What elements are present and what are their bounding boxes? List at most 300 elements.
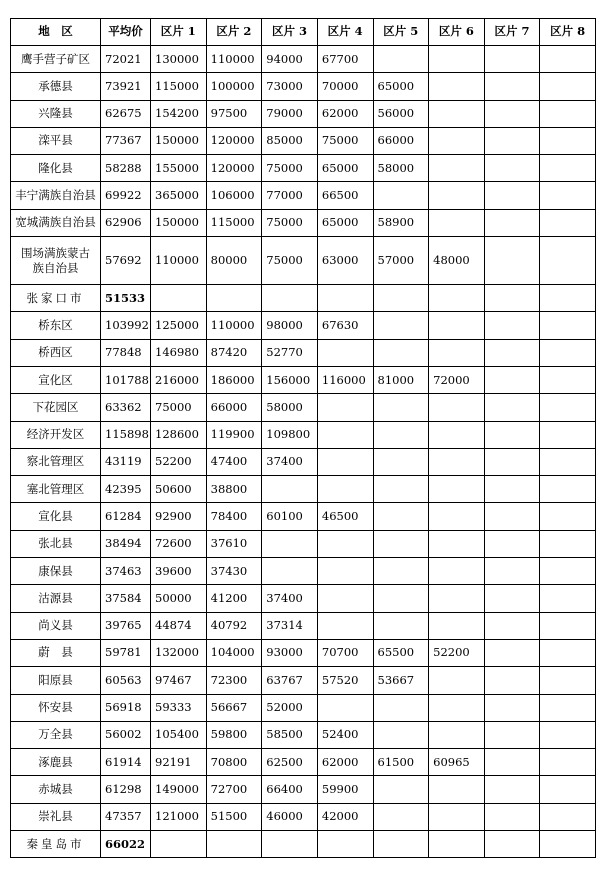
- zone-3-cell: 60100: [262, 503, 318, 530]
- region-cell: 怀安县: [11, 694, 101, 721]
- zone-2-cell: 37610: [206, 530, 262, 557]
- zone-7-cell: [484, 749, 540, 776]
- zone-3-cell: 37400: [262, 585, 318, 612]
- zone-5-cell: [373, 421, 429, 448]
- zone-2-cell: 38800: [206, 476, 262, 503]
- table-row: [11, 127, 596, 154]
- table-row: [11, 476, 596, 503]
- average-price-cell: 56002: [101, 721, 151, 748]
- zone-5-cell: 58900: [373, 209, 429, 236]
- zone-1-cell: 365000: [151, 182, 207, 209]
- region-cell: 康保县: [11, 558, 101, 585]
- zone-6-cell: 72000: [429, 366, 485, 393]
- zone-2-cell: 72300: [206, 667, 262, 694]
- zone-7-cell: [484, 694, 540, 721]
- zone-8-cell: [540, 237, 596, 285]
- zone-4-cell: [317, 694, 373, 721]
- zone-6-cell: [429, 127, 485, 154]
- zone-7-cell: [484, 448, 540, 475]
- zone-7-cell: [484, 100, 540, 127]
- region-cell: 尚义县: [11, 612, 101, 639]
- zone-8-cell: [540, 585, 596, 612]
- zone-3-cell: [262, 476, 318, 503]
- zone-1-cell: 92900: [151, 503, 207, 530]
- average-price-cell: 66022: [101, 831, 151, 858]
- region-cell: 崇礼县: [11, 803, 101, 830]
- zone-8-cell: [540, 366, 596, 393]
- header-average-price: 平均价: [101, 19, 151, 46]
- table-row: [11, 100, 596, 127]
- zone-6-cell: [429, 694, 485, 721]
- zone-2-cell: 41200: [206, 585, 262, 612]
- zone-6-cell: [429, 182, 485, 209]
- zone-7-cell: [484, 721, 540, 748]
- zone-8-cell: [540, 612, 596, 639]
- zone-4-cell: 59900: [317, 776, 373, 803]
- zone-1-cell: 75000: [151, 394, 207, 421]
- zone-3-cell: 94000: [262, 46, 318, 73]
- region-cell: 张北县: [11, 530, 101, 557]
- zone-3-cell: 75000: [262, 237, 318, 285]
- zone-1-cell: 44874: [151, 612, 207, 639]
- header-row: [11, 19, 596, 46]
- zone-3-cell: 93000: [262, 639, 318, 666]
- zone-8-cell: [540, 421, 596, 448]
- zone-3-cell: 156000: [262, 366, 318, 393]
- zone-4-cell: [317, 394, 373, 421]
- zone-7-cell: [484, 421, 540, 448]
- zone-7-cell: [484, 73, 540, 100]
- zone-5-cell: 53667: [373, 667, 429, 694]
- zone-7-cell: [484, 285, 540, 312]
- table-row: [11, 448, 596, 475]
- zone-3-cell: 77000: [262, 182, 318, 209]
- zone-5-cell: [373, 585, 429, 612]
- zone-2-cell: 186000: [206, 366, 262, 393]
- region-cell: 下花园区: [11, 394, 101, 421]
- zone-7-cell: [484, 503, 540, 530]
- zone-4-cell: 63000: [317, 237, 373, 285]
- table-row: [11, 558, 596, 585]
- zone-4-cell: 66500: [317, 182, 373, 209]
- zone-5-cell: [373, 182, 429, 209]
- zone-5-cell: [373, 285, 429, 312]
- zone-2-cell: 37430: [206, 558, 262, 585]
- zone-3-cell: 52770: [262, 339, 318, 366]
- average-price-cell: 72021: [101, 46, 151, 73]
- zone-4-cell: [317, 421, 373, 448]
- zone-2-cell: 104000: [206, 639, 262, 666]
- zone-5-cell: 57000: [373, 237, 429, 285]
- average-price-cell: 59781: [101, 639, 151, 666]
- zone-1-cell: 130000: [151, 46, 207, 73]
- zone-1-cell: 110000: [151, 237, 207, 285]
- zone-7-cell: [484, 312, 540, 339]
- zone-3-cell: 98000: [262, 312, 318, 339]
- table-row: [11, 209, 596, 236]
- zone-1-cell: 216000: [151, 366, 207, 393]
- zone-1-cell: 59333: [151, 694, 207, 721]
- zone-6-cell: 60965: [429, 749, 485, 776]
- zone-6-cell: [429, 721, 485, 748]
- average-price-cell: 47357: [101, 803, 151, 830]
- table-row: [11, 776, 596, 803]
- zone-4-cell: [317, 612, 373, 639]
- zone-1-cell: 52200: [151, 448, 207, 475]
- zone-4-cell: 75000: [317, 127, 373, 154]
- zone-7-cell: [484, 667, 540, 694]
- region-cell: 经济开发区: [11, 421, 101, 448]
- zone-1-cell: 149000: [151, 776, 207, 803]
- zone-5-cell: [373, 831, 429, 858]
- zone-4-cell: 65000: [317, 209, 373, 236]
- zone-2-cell: 87420: [206, 339, 262, 366]
- average-price-cell: 62675: [101, 100, 151, 127]
- zone-8-cell: [540, 694, 596, 721]
- table-row: [11, 503, 596, 530]
- zone-2-cell: 110000: [206, 312, 262, 339]
- average-price-cell: 60563: [101, 667, 151, 694]
- zone-8-cell: [540, 721, 596, 748]
- average-price-cell: 77848: [101, 339, 151, 366]
- zone-4-cell: [317, 831, 373, 858]
- zone-2-cell: 97500: [206, 100, 262, 127]
- zone-1-cell: 150000: [151, 209, 207, 236]
- zone-3-cell: [262, 285, 318, 312]
- zone-6-cell: [429, 803, 485, 830]
- zone-2-cell: 119900: [206, 421, 262, 448]
- zone-3-cell: 46000: [262, 803, 318, 830]
- table-row: [11, 394, 596, 421]
- zone-7-cell: [484, 530, 540, 557]
- zone-3-cell: 66400: [262, 776, 318, 803]
- table-row: [11, 155, 596, 182]
- zone-1-cell: 115000: [151, 73, 207, 100]
- region-cell: 丰宁满族自治县: [11, 182, 101, 209]
- zone-2-cell: 120000: [206, 155, 262, 182]
- city-row: [11, 831, 596, 858]
- zone-6-cell: [429, 448, 485, 475]
- zone-8-cell: [540, 503, 596, 530]
- zone-5-cell: [373, 503, 429, 530]
- average-price-cell: 58288: [101, 155, 151, 182]
- header-zone-5: 区片 5: [373, 19, 429, 46]
- zone-7-cell: [484, 612, 540, 639]
- zone-1-cell: [151, 285, 207, 312]
- region-cell: 察北管理区: [11, 448, 101, 475]
- zone-2-cell: 56667: [206, 694, 262, 721]
- zone-3-cell: 109800: [262, 421, 318, 448]
- zone-5-cell: [373, 803, 429, 830]
- zone-3-cell: 85000: [262, 127, 318, 154]
- table-row: [11, 182, 596, 209]
- zone-1-cell: 154200: [151, 100, 207, 127]
- table-row: [11, 639, 596, 666]
- average-price-cell: 63362: [101, 394, 151, 421]
- zone-1-cell: 150000: [151, 127, 207, 154]
- average-price-cell: 73921: [101, 73, 151, 100]
- zone-2-cell: 72700: [206, 776, 262, 803]
- region-cell: 张家口市: [11, 285, 101, 312]
- average-price-cell: 61914: [101, 749, 151, 776]
- zone-8-cell: [540, 339, 596, 366]
- zone-8-cell: [540, 558, 596, 585]
- average-price-cell: 61298: [101, 776, 151, 803]
- zone-3-cell: 37400: [262, 448, 318, 475]
- zone-5-cell: 81000: [373, 366, 429, 393]
- zone-8-cell: [540, 803, 596, 830]
- region-cell: 鹰手营子矿区: [11, 46, 101, 73]
- table-row: [11, 73, 596, 100]
- zone-6-cell: [429, 394, 485, 421]
- zone-4-cell: [317, 448, 373, 475]
- zone-7-cell: [484, 339, 540, 366]
- zone-6-cell: [429, 558, 485, 585]
- table-row: [11, 237, 596, 285]
- zone-7-cell: [484, 558, 540, 585]
- zone-5-cell: [373, 612, 429, 639]
- average-price-cell: 115898: [101, 421, 151, 448]
- table-row: [11, 421, 596, 448]
- region-cell: 蔚 县: [11, 639, 101, 666]
- average-price-cell: 42395: [101, 476, 151, 503]
- zone-4-cell: 67700: [317, 46, 373, 73]
- zone-1-cell: 121000: [151, 803, 207, 830]
- table-row: [11, 530, 596, 557]
- zone-4-cell: [317, 339, 373, 366]
- zone-6-cell: [429, 100, 485, 127]
- land-price-table: [10, 18, 596, 858]
- zone-8-cell: [540, 530, 596, 557]
- zone-6-cell: [429, 667, 485, 694]
- average-price-cell: 77367: [101, 127, 151, 154]
- zone-4-cell: 67630: [317, 312, 373, 339]
- average-price-cell: 56918: [101, 694, 151, 721]
- zone-7-cell: [484, 639, 540, 666]
- zone-3-cell: 75000: [262, 155, 318, 182]
- zone-4-cell: 65000: [317, 155, 373, 182]
- zone-3-cell: 62500: [262, 749, 318, 776]
- zone-3-cell: [262, 831, 318, 858]
- table-row: [11, 721, 596, 748]
- average-price-cell: 61284: [101, 503, 151, 530]
- zone-7-cell: [484, 803, 540, 830]
- zone-5-cell: [373, 312, 429, 339]
- zone-5-cell: [373, 476, 429, 503]
- zone-7-cell: [484, 394, 540, 421]
- zone-6-cell: [429, 585, 485, 612]
- zone-8-cell: [540, 209, 596, 236]
- price-table-container: [10, 18, 595, 858]
- region-cell: 宽城满族自治县: [11, 209, 101, 236]
- zone-4-cell: 42000: [317, 803, 373, 830]
- zone-2-cell: [206, 831, 262, 858]
- zone-3-cell: 58500: [262, 721, 318, 748]
- zone-2-cell: 115000: [206, 209, 262, 236]
- region-cell: 宣化县: [11, 503, 101, 530]
- zone-6-cell: [429, 503, 485, 530]
- zone-8-cell: [540, 831, 596, 858]
- zone-7-cell: [484, 585, 540, 612]
- header-zone-8: 区片 8: [540, 19, 596, 46]
- zone-2-cell: 78400: [206, 503, 262, 530]
- zone-1-cell: 72600: [151, 530, 207, 557]
- average-price-cell: 37584: [101, 585, 151, 612]
- city-row: [11, 285, 596, 312]
- zone-4-cell: 62000: [317, 100, 373, 127]
- region-cell: 桥西区: [11, 339, 101, 366]
- zone-1-cell: 97467: [151, 667, 207, 694]
- zone-8-cell: [540, 448, 596, 475]
- zone-6-cell: [429, 530, 485, 557]
- zone-8-cell: [540, 312, 596, 339]
- zone-3-cell: 37314: [262, 612, 318, 639]
- average-price-cell: 101788: [101, 366, 151, 393]
- zone-3-cell: 58000: [262, 394, 318, 421]
- zone-6-cell: [429, 285, 485, 312]
- zone-6-cell: 48000: [429, 237, 485, 285]
- zone-8-cell: [540, 73, 596, 100]
- zone-1-cell: 92191: [151, 749, 207, 776]
- header-zone-1: 区片 1: [151, 19, 207, 46]
- average-price-cell: 57692: [101, 237, 151, 285]
- zone-2-cell: 51500: [206, 803, 262, 830]
- zone-5-cell: 65500: [373, 639, 429, 666]
- table-row: [11, 339, 596, 366]
- table-row: [11, 46, 596, 73]
- zone-6-cell: [429, 209, 485, 236]
- zone-1-cell: 50000: [151, 585, 207, 612]
- zone-2-cell: 40792: [206, 612, 262, 639]
- region-cell: 兴隆县: [11, 100, 101, 127]
- zone-6-cell: [429, 776, 485, 803]
- header-region: 地 区: [11, 19, 101, 46]
- zone-4-cell: [317, 585, 373, 612]
- zone-2-cell: 70800: [206, 749, 262, 776]
- zone-3-cell: 73000: [262, 73, 318, 100]
- average-price-cell: 51533: [101, 285, 151, 312]
- zone-1-cell: 50600: [151, 476, 207, 503]
- zone-8-cell: [540, 285, 596, 312]
- zone-4-cell: 57520: [317, 667, 373, 694]
- zone-1-cell: 155000: [151, 155, 207, 182]
- zone-8-cell: [540, 476, 596, 503]
- table-row: [11, 312, 596, 339]
- region-cell: 涿鹿县: [11, 749, 101, 776]
- zone-4-cell: 52400: [317, 721, 373, 748]
- zone-1-cell: 125000: [151, 312, 207, 339]
- region-cell: 赤城县: [11, 776, 101, 803]
- zone-7-cell: [484, 831, 540, 858]
- region-cell: 围场满族蒙古族自治县: [11, 237, 101, 285]
- zone-7-cell: [484, 209, 540, 236]
- zone-7-cell: [484, 46, 540, 73]
- header-zone-2: 区片 2: [206, 19, 262, 46]
- zone-5-cell: [373, 721, 429, 748]
- average-price-cell: 38494: [101, 530, 151, 557]
- zone-4-cell: 116000: [317, 366, 373, 393]
- zone-3-cell: 75000: [262, 209, 318, 236]
- region-cell: 秦皇岛市: [11, 831, 101, 858]
- zone-3-cell: [262, 558, 318, 585]
- zone-5-cell: 58000: [373, 155, 429, 182]
- zone-3-cell: 63767: [262, 667, 318, 694]
- region-cell: 宣化区: [11, 366, 101, 393]
- zone-5-cell: 56000: [373, 100, 429, 127]
- zone-7-cell: [484, 476, 540, 503]
- region-cell: 塞北管理区: [11, 476, 101, 503]
- zone-7-cell: [484, 776, 540, 803]
- zone-8-cell: [540, 182, 596, 209]
- zone-6-cell: [429, 339, 485, 366]
- header-zone-7: 区片 7: [484, 19, 540, 46]
- average-price-cell: 43119: [101, 448, 151, 475]
- zone-8-cell: [540, 667, 596, 694]
- zone-1-cell: 128600: [151, 421, 207, 448]
- average-price-cell: 39765: [101, 612, 151, 639]
- zone-5-cell: [373, 694, 429, 721]
- header-zone-4: 区片 4: [317, 19, 373, 46]
- table-row: [11, 612, 596, 639]
- zone-6-cell: 52200: [429, 639, 485, 666]
- zone-2-cell: 80000: [206, 237, 262, 285]
- zone-2-cell: 120000: [206, 127, 262, 154]
- zone-8-cell: [540, 394, 596, 421]
- table-row: [11, 585, 596, 612]
- zone-1-cell: [151, 831, 207, 858]
- zone-2-cell: 47400: [206, 448, 262, 475]
- region-cell: 承德县: [11, 73, 101, 100]
- zone-5-cell: [373, 339, 429, 366]
- zone-8-cell: [540, 127, 596, 154]
- zone-3-cell: 79000: [262, 100, 318, 127]
- zone-2-cell: 100000: [206, 73, 262, 100]
- table-row: [11, 803, 596, 830]
- table-row: [11, 667, 596, 694]
- zone-2-cell: 59800: [206, 721, 262, 748]
- header-zone-6: 区片 6: [429, 19, 485, 46]
- zone-5-cell: 66000: [373, 127, 429, 154]
- zone-5-cell: [373, 46, 429, 73]
- zone-3-cell: [262, 530, 318, 557]
- zone-4-cell: 70000: [317, 73, 373, 100]
- zone-6-cell: [429, 421, 485, 448]
- average-price-cell: 69922: [101, 182, 151, 209]
- region-cell: 沽源县: [11, 585, 101, 612]
- zone-7-cell: [484, 366, 540, 393]
- zone-3-cell: 52000: [262, 694, 318, 721]
- zone-8-cell: [540, 749, 596, 776]
- average-price-cell: 62906: [101, 209, 151, 236]
- zone-6-cell: [429, 46, 485, 73]
- region-cell: 滦平县: [11, 127, 101, 154]
- zone-6-cell: [429, 73, 485, 100]
- zone-2-cell: [206, 285, 262, 312]
- average-price-cell: 103992: [101, 312, 151, 339]
- zone-6-cell: [429, 831, 485, 858]
- zone-4-cell: [317, 285, 373, 312]
- zone-8-cell: [540, 46, 596, 73]
- zone-5-cell: [373, 394, 429, 421]
- region-cell: 桥东区: [11, 312, 101, 339]
- table-body: [11, 46, 596, 858]
- zone-5-cell: [373, 776, 429, 803]
- zone-4-cell: 46500: [317, 503, 373, 530]
- zone-6-cell: [429, 612, 485, 639]
- table-row: [11, 366, 596, 393]
- zone-4-cell: [317, 530, 373, 557]
- zone-4-cell: [317, 558, 373, 585]
